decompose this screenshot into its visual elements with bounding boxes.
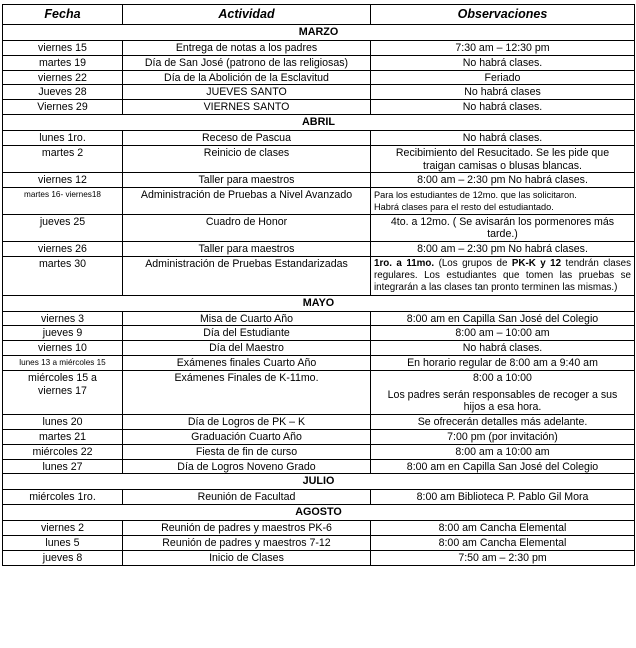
actividad-cell: Día de Logros de PK – K xyxy=(123,415,371,430)
table-row xyxy=(3,85,635,100)
observaciones-cell: 8:00 am – 10:00 am xyxy=(371,326,635,341)
fecha-cell: martes 21 xyxy=(3,429,123,444)
fecha-cell: jueves 8 xyxy=(3,550,123,565)
section-row-mayo xyxy=(3,295,635,311)
obs-line: Recibimiento del Resucitado. Se les pide que xyxy=(395,146,610,159)
table-row xyxy=(3,214,635,242)
actividad-cell: Inicio de Clases xyxy=(123,550,371,565)
actividad-cell: Día de San José (patrono de las religiosas) xyxy=(123,55,371,70)
observaciones-cell: 8:00 am en Capilla San José del Colegio xyxy=(371,311,635,326)
fecha-cell: lunes 27 xyxy=(3,459,123,474)
table-row xyxy=(3,341,635,356)
table-row xyxy=(3,326,635,341)
fecha-cell: viernes 15 xyxy=(3,41,123,56)
observaciones-cell: No habrá clases. xyxy=(371,130,635,145)
section-title-agosto: AGOSTO xyxy=(3,505,635,521)
table-row xyxy=(3,535,635,550)
fecha-cell: lunes 5 xyxy=(3,535,123,550)
table-row xyxy=(3,70,635,85)
obs-line: Habrá clases para el resto del estudiantado. xyxy=(374,202,554,213)
section-row-marzo xyxy=(3,25,635,41)
section-title-mayo: MAYO xyxy=(3,295,635,311)
section-row-abril xyxy=(3,114,635,130)
obs-line: hijos a esa hora. xyxy=(463,401,542,414)
observaciones-cell: 7:50 am – 2:30 pm xyxy=(371,550,635,565)
actividad-cell: Reunión de padres y maestros 7-12 xyxy=(123,535,371,550)
obs-text: tendrán clases regulares. Los estudiantes que tomen las pruebas se integrarán a las clases tan pronto terminen las mismas.) xyxy=(374,257,631,294)
actividad-cell: Exámenes finales Cuarto Año xyxy=(123,355,371,370)
observaciones-cell xyxy=(371,188,635,214)
fecha-cell: viernes 26 xyxy=(3,242,123,257)
header-observaciones: Observaciones xyxy=(371,5,635,25)
fecha-cell xyxy=(3,370,123,414)
fecha-cell: martes 30 xyxy=(3,256,123,295)
obs-line: tarde.) xyxy=(487,228,518,241)
observaciones-cell: 8:00 am Cancha Elemental xyxy=(371,535,635,550)
table-row xyxy=(3,256,635,295)
table-row xyxy=(3,130,635,145)
observaciones-cell: 8:00 am – 2:30 pm No habrá clases. xyxy=(371,242,635,257)
table-row xyxy=(3,490,635,505)
table-row xyxy=(3,41,635,56)
section-title-marzo: MARZO xyxy=(3,25,635,41)
fecha-cell: viernes 12 xyxy=(3,173,123,188)
observaciones-cell: No habrá clases. xyxy=(371,100,635,115)
actividad-cell: Reunión de padres y maestros PK-6 xyxy=(123,521,371,536)
actividad-cell: Día del Maestro xyxy=(123,341,371,356)
observaciones-cell: No habrá clases. xyxy=(371,55,635,70)
header-fecha: Fecha xyxy=(3,5,123,25)
observaciones-cell: No habrá clases. xyxy=(371,341,635,356)
fecha-cell: martes 16- viernes18 xyxy=(3,188,123,214)
observaciones-cell: En horario regular de 8:00 am a 9:40 am xyxy=(371,355,635,370)
fecha-cell: lunes 13 a miércoles 15 xyxy=(3,355,123,370)
observaciones-cell xyxy=(371,370,635,414)
section-row-agosto xyxy=(3,505,635,521)
fecha-cell: martes 19 xyxy=(3,55,123,70)
actividad-cell: Administración de Pruebas a Nivel Avanzado xyxy=(123,188,371,214)
calendar-table xyxy=(2,4,635,566)
obs-line: Para los estudiantes de 12mo. que las solicitaron. xyxy=(374,190,577,201)
obs-bold-groups: PK-K y 12 xyxy=(511,257,562,269)
actividad-cell: Taller para maestros xyxy=(123,242,371,257)
observaciones-cell: 8:00 am en Capilla San José del Colegio xyxy=(371,459,635,474)
header-row xyxy=(3,5,635,25)
actividad-cell: Reinicio de clases xyxy=(123,145,371,173)
actividad-cell: Graduación Cuarto Año xyxy=(123,429,371,444)
fecha-cell: viernes 22 xyxy=(3,70,123,85)
table-row xyxy=(3,55,635,70)
fecha-cell: Viernes 29 xyxy=(3,100,123,115)
obs-line: Los padres serán responsables de recoger a sus xyxy=(387,388,618,401)
observaciones-cell: 7:30 am – 12:30 pm xyxy=(371,41,635,56)
observaciones-cell xyxy=(371,145,635,173)
observaciones-cell: 7:00 pm (por invitación) xyxy=(371,429,635,444)
observaciones-cell: 8:00 am Biblioteca P. Pablo Gil Mora xyxy=(371,490,635,505)
table-row xyxy=(3,370,635,414)
observaciones-cell xyxy=(371,256,635,295)
fecha-cell: jueves 9 xyxy=(3,326,123,341)
actividad-cell: Día de Logros Noveno Grado xyxy=(123,459,371,474)
actividad-cell: Administración de Pruebas Estandarizadas xyxy=(123,256,371,295)
actividad-cell: Fiesta de fin de curso xyxy=(123,444,371,459)
fecha-cell: lunes 20 xyxy=(3,415,123,430)
actividad-cell: Entrega de notas a los padres xyxy=(123,41,371,56)
fecha-cell: miércoles 22 xyxy=(3,444,123,459)
observaciones-cell: Se ofrecerán detalles más adelante. xyxy=(371,415,635,430)
table-row xyxy=(3,521,635,536)
table-row xyxy=(3,242,635,257)
observaciones-cell xyxy=(371,214,635,242)
actividad-cell: Receso de Pascua xyxy=(123,130,371,145)
calendar-sheet xyxy=(2,4,635,566)
actividad-cell: Día de la Abolición de la Esclavitud xyxy=(123,70,371,85)
table-row xyxy=(3,173,635,188)
fecha-cell: lunes 1ro. xyxy=(3,130,123,145)
actividad-cell: Día del Estudiante xyxy=(123,326,371,341)
observaciones-cell: No habrá clases xyxy=(371,85,635,100)
fecha-cell: viernes 2 xyxy=(3,521,123,536)
fecha-cell: miércoles 1ro. xyxy=(3,490,123,505)
table-row xyxy=(3,459,635,474)
table-row xyxy=(3,429,635,444)
obs-line: traigan camisas o blusas blancas. xyxy=(423,159,582,172)
table-row xyxy=(3,100,635,115)
table-row xyxy=(3,145,635,173)
fecha-cell: viernes 3 xyxy=(3,311,123,326)
actividad-cell: Exámenes Finales de K-11mo. xyxy=(123,370,371,414)
fecha-line: miércoles 15 a xyxy=(28,371,97,384)
header-actividad: Actividad xyxy=(123,5,371,25)
fecha-cell: martes 2 xyxy=(3,145,123,173)
fecha-line: viernes 17 xyxy=(38,384,87,397)
table-row xyxy=(3,188,635,214)
observaciones-cell: 8:00 am – 2:30 pm No habrá clases. xyxy=(371,173,635,188)
obs-line: 8:00 a 10:00 xyxy=(473,371,532,384)
observaciones-cell: 8:00 am Cancha Elemental xyxy=(371,521,635,536)
fecha-cell: viernes 10 xyxy=(3,341,123,356)
section-title-julio: JULIO xyxy=(3,474,635,490)
actividad-cell: VIERNES SANTO xyxy=(123,100,371,115)
fecha-cell: jueves 25 xyxy=(3,214,123,242)
section-row-julio xyxy=(3,474,635,490)
table-row xyxy=(3,311,635,326)
actividad-cell: Misa de Cuarto Año xyxy=(123,311,371,326)
actividad-cell: JUEVES SANTO xyxy=(123,85,371,100)
table-row xyxy=(3,444,635,459)
table-row xyxy=(3,415,635,430)
table-row xyxy=(3,550,635,565)
table-row xyxy=(3,355,635,370)
fecha-cell: Jueves 28 xyxy=(3,85,123,100)
obs-text: (Los grupos de xyxy=(434,257,512,269)
obs-line: 4to. a 12mo. ( Se avisarán los pormenores más xyxy=(390,215,615,228)
actividad-cell: Reunión de Facultad xyxy=(123,490,371,505)
observaciones-cell: 8:00 am a 10:00 am xyxy=(371,444,635,459)
observaciones-cell: Feriado xyxy=(371,70,635,85)
actividad-cell: Cuadro de Honor xyxy=(123,214,371,242)
section-title-abril: ABRIL xyxy=(3,114,635,130)
obs-bold-grades: 1ro. a 11mo. xyxy=(374,257,435,269)
actividad-cell: Taller para maestros xyxy=(123,173,371,188)
